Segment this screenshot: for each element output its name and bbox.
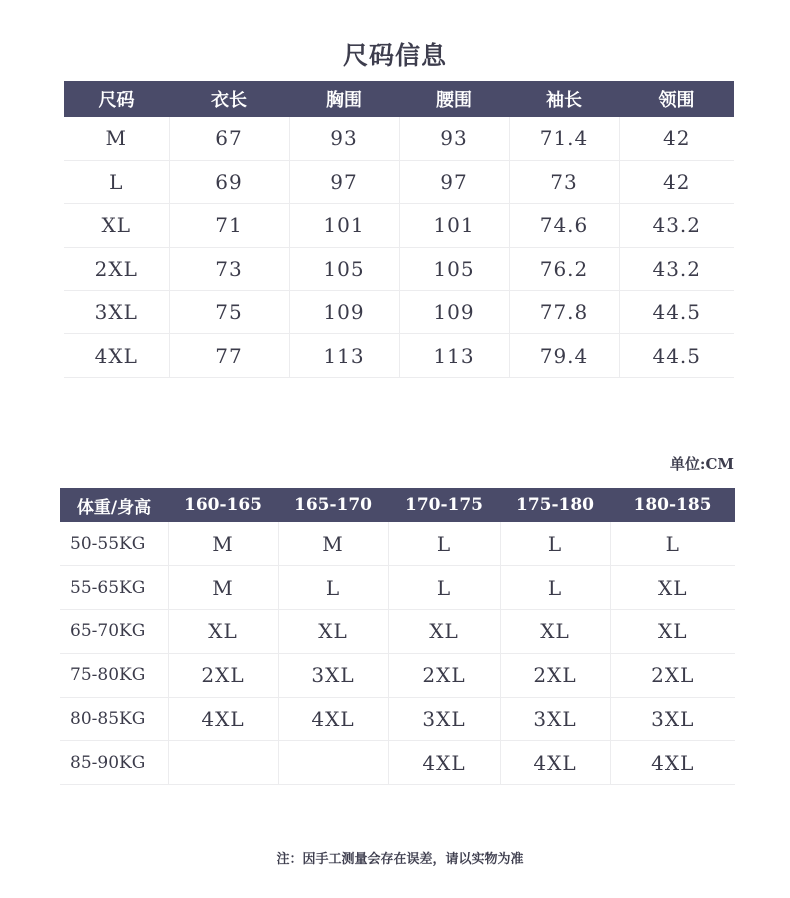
- table-cell: 3XL: [500, 697, 610, 741]
- table-cell: 3XL: [278, 653, 388, 697]
- table-cell: 93: [399, 117, 509, 160]
- table-cell: 4XL: [500, 741, 610, 785]
- page-title: 尺码信息: [342, 41, 447, 70]
- table-cell: L: [610, 522, 735, 566]
- weight-label-cell: 85-90KG: [60, 741, 168, 785]
- size-label-cell: 2XL: [64, 247, 169, 290]
- size-table: [64, 81, 734, 378]
- table-cell: 105: [289, 247, 399, 290]
- table-cell: 75: [169, 291, 289, 334]
- table-cell: 73: [169, 247, 289, 290]
- fit-table-header-row: [60, 488, 735, 522]
- table-cell: L: [388, 522, 500, 566]
- table-cell: 3XL: [610, 697, 735, 741]
- table-cell: 97: [399, 160, 509, 203]
- table-cell: 77.8: [509, 291, 619, 334]
- size-header-cell: 胸围: [289, 81, 399, 117]
- table-cell: L: [500, 522, 610, 566]
- table-cell: XL: [500, 610, 610, 654]
- table-cell: 4XL: [388, 741, 500, 785]
- table-cell: 44.5: [619, 291, 734, 334]
- table-cell: 71.4: [509, 117, 619, 160]
- table-cell: 77: [169, 334, 289, 377]
- size-table-header-row: [64, 81, 734, 117]
- weight-label-cell: 75-80KG: [60, 653, 168, 697]
- weight-label-cell: 80-85KG: [60, 697, 168, 741]
- table-cell: XL: [388, 610, 500, 654]
- table-cell: [278, 741, 388, 785]
- size-header-cell: 领围: [619, 81, 734, 117]
- table-row: [64, 247, 734, 290]
- table-cell: M: [278, 522, 388, 566]
- size-label-cell: M: [64, 117, 169, 160]
- table-cell: 93: [289, 117, 399, 160]
- table-cell: 109: [399, 291, 509, 334]
- table-cell: 73: [509, 160, 619, 203]
- weight-label-cell: 55-65KG: [60, 566, 168, 610]
- table-cell: XL: [168, 610, 278, 654]
- fit-header-cell: 175-180: [500, 488, 610, 522]
- size-header-cell: 袖长: [509, 81, 619, 117]
- fit-table: [60, 488, 735, 785]
- table-row: [60, 653, 735, 697]
- table-cell: 67: [169, 117, 289, 160]
- table-cell: 113: [289, 334, 399, 377]
- table-row: [64, 117, 734, 160]
- table-cell: 42: [619, 160, 734, 203]
- size-header-cell: 尺码: [64, 81, 169, 117]
- table-cell: [168, 741, 278, 785]
- table-cell: 43.2: [619, 247, 734, 290]
- table-cell: L: [278, 566, 388, 610]
- table-cell: 74.6: [509, 204, 619, 247]
- table-cell: L: [388, 566, 500, 610]
- size-label-cell: XL: [64, 204, 169, 247]
- table-cell: 76.2: [509, 247, 619, 290]
- table-row: [60, 522, 735, 566]
- table-cell: 43.2: [619, 204, 734, 247]
- table-cell: 3XL: [388, 697, 500, 741]
- size-header-cell: 腰围: [399, 81, 509, 117]
- fit-header-cell: 170-175: [388, 488, 500, 522]
- table-cell: 113: [399, 334, 509, 377]
- table-cell: 42: [619, 117, 734, 160]
- table-cell: 69: [169, 160, 289, 203]
- table-cell: XL: [610, 610, 735, 654]
- size-label-cell: 4XL: [64, 334, 169, 377]
- table-cell: M: [168, 566, 278, 610]
- fit-header-cell: 体重/身高: [60, 488, 168, 522]
- table-row: [64, 291, 734, 334]
- fit-header-cell: 180-185: [610, 488, 735, 522]
- table-cell: L: [500, 566, 610, 610]
- weight-label-cell: 50-55KG: [60, 522, 168, 566]
- table-row: [64, 160, 734, 203]
- size-label-cell: 3XL: [64, 291, 169, 334]
- table-cell: 4XL: [278, 697, 388, 741]
- table-cell: 101: [289, 204, 399, 247]
- table-cell: 2XL: [388, 653, 500, 697]
- table-cell: XL: [610, 566, 735, 610]
- table-cell: 101: [399, 204, 509, 247]
- weight-label-cell: 65-70KG: [60, 610, 168, 654]
- size-label-cell: L: [64, 160, 169, 203]
- table-cell: 71: [169, 204, 289, 247]
- table-cell: 2XL: [610, 653, 735, 697]
- table-cell: 44.5: [619, 334, 734, 377]
- table-cell: M: [168, 522, 278, 566]
- table-row: [60, 566, 735, 610]
- table-cell: 2XL: [500, 653, 610, 697]
- table-cell: 4XL: [168, 697, 278, 741]
- table-cell: 4XL: [610, 741, 735, 785]
- measurement-note: 注：因手工测量会存在误差，请以实物为准: [276, 852, 524, 867]
- table-cell: 109: [289, 291, 399, 334]
- fit-header-cell: 165-170: [278, 488, 388, 522]
- table-cell: 2XL: [168, 653, 278, 697]
- table-cell: 105: [399, 247, 509, 290]
- table-row: [60, 741, 735, 785]
- table-cell: 97: [289, 160, 399, 203]
- fit-header-cell: 160-165: [168, 488, 278, 522]
- table-row: [60, 610, 735, 654]
- table-row: [64, 334, 734, 377]
- unit-label: 单位:CM: [669, 455, 734, 473]
- table-row: [64, 204, 734, 247]
- table-row: [60, 697, 735, 741]
- table-cell: XL: [278, 610, 388, 654]
- table-cell: 79.4: [509, 334, 619, 377]
- size-header-cell: 衣长: [169, 81, 289, 117]
